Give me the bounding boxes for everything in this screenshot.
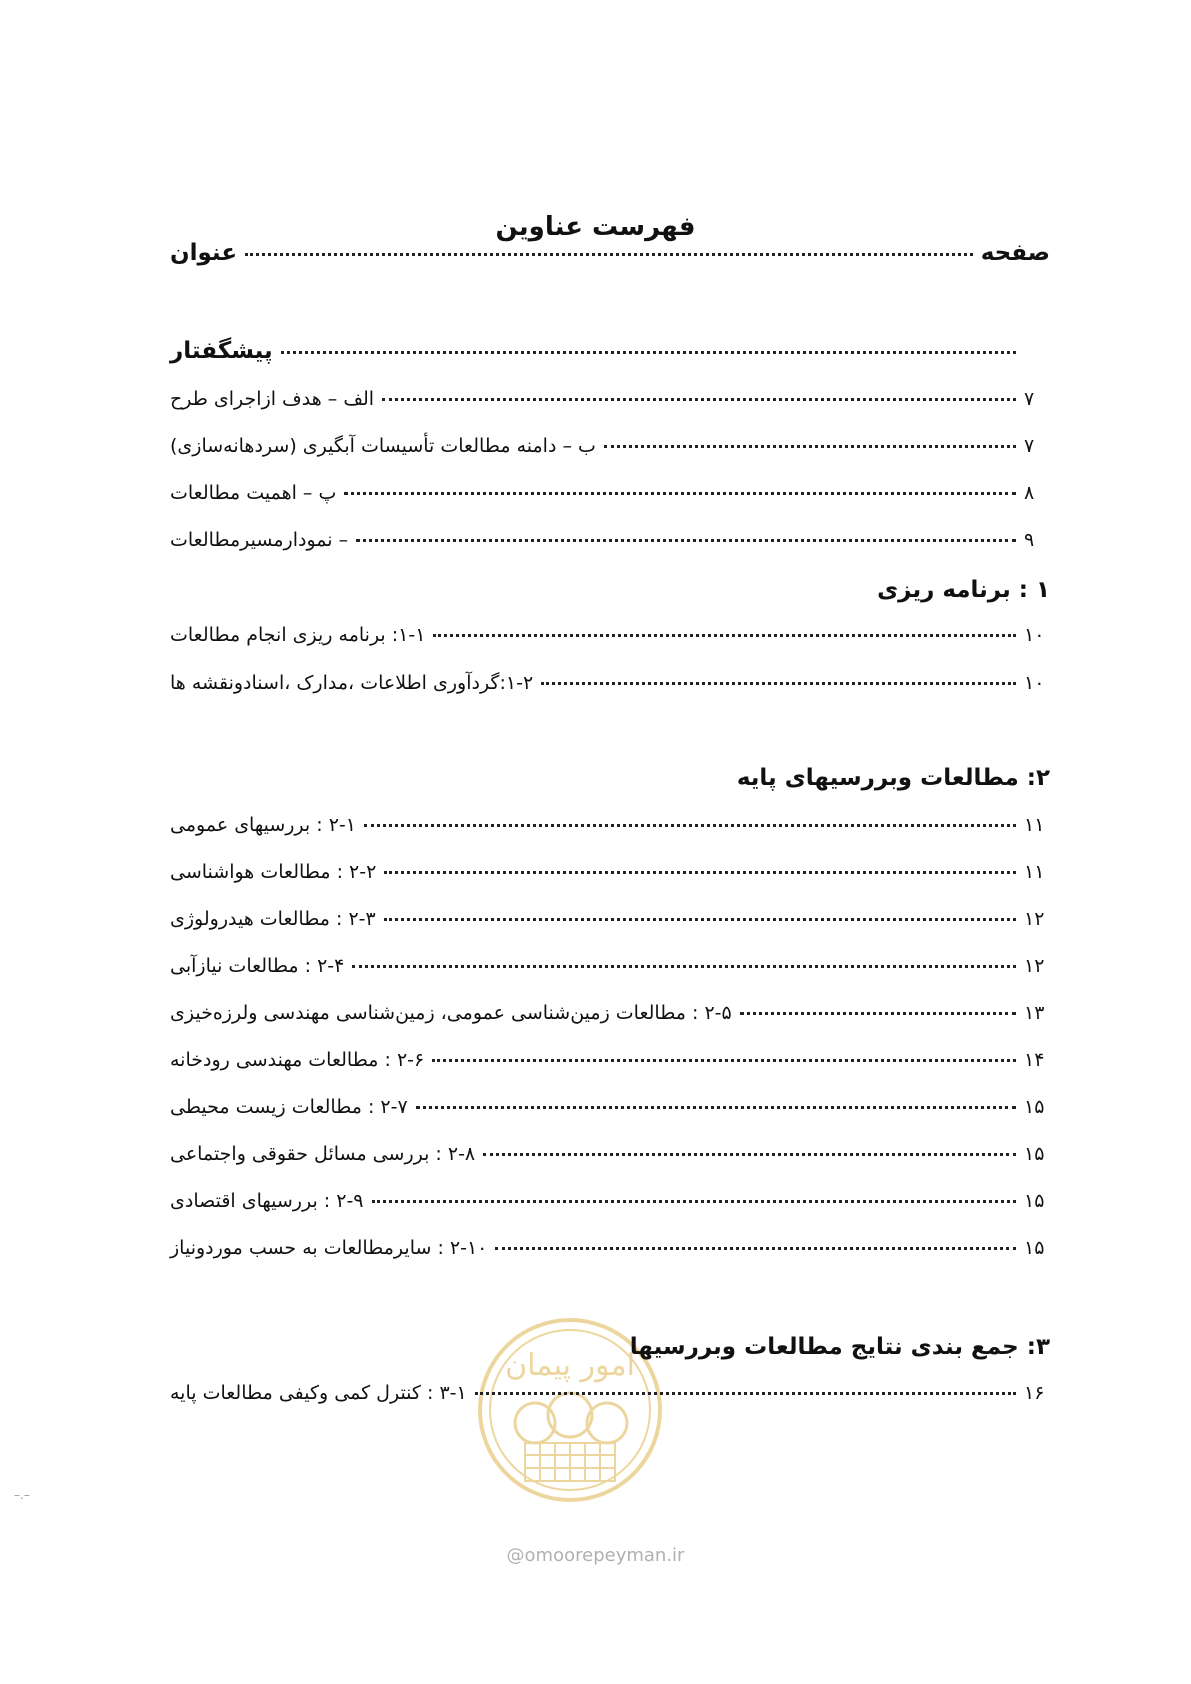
toc-entry: [170, 861, 1050, 901]
toc-entry: [170, 435, 1050, 475]
toc-entry-label: ۳-۱ : کنترل کمی وکیفی مطالعات پایه: [170, 1382, 467, 1404]
toc-entry-label: پ – اهمیت مطالعات: [170, 482, 337, 504]
dot-leader: [356, 539, 1016, 542]
toc-entry: [170, 1002, 1050, 1042]
toc-entry-page: ۱۲: [1024, 955, 1045, 977]
toc-entry-label: ب – دامنه مطالعات تأسیسات آبگیری (سردهانه‌سازی): [170, 435, 596, 457]
toc-header-page: صفحه: [980, 240, 1050, 266]
dot-leader: [495, 1247, 1016, 1250]
chapter-2-title: ۲: مطالعات وبررسیهای پایه: [736, 765, 1050, 791]
toc-entry: [170, 814, 1050, 854]
dot-leader: [604, 445, 1016, 448]
toc-entry-page: ۷: [1024, 435, 1035, 457]
toc-entry-page: ۱۶: [1024, 1382, 1045, 1404]
scan-edge-mark: –.–: [14, 1488, 30, 1502]
toc-entry-page: ۹: [1024, 529, 1035, 551]
toc-entry-label: ۲-۳ : مطالعات هیدرولوژی: [170, 908, 376, 930]
preface-title: پیشگفتار: [170, 338, 273, 364]
dot-leader: [245, 253, 973, 256]
toc-entry-page: ۱۱: [1024, 814, 1045, 836]
dot-leader: [384, 871, 1016, 874]
toc-entry-page: ۱۵: [1024, 1237, 1045, 1259]
toc-entry-page: ۱۲: [1024, 908, 1045, 930]
toc-entry-page: ۱۳: [1024, 1002, 1045, 1024]
toc-entry-label: ۱-۱: برنامه ریزی انجام مطالعات: [170, 624, 426, 646]
toc-entry-page: ۱۴: [1024, 1049, 1045, 1071]
toc-entry-label: الف – هدف ازاجرای طرح: [170, 388, 375, 410]
watermark-url: @omoorepeyman.ir: [506, 1545, 685, 1566]
dot-leader: [483, 1153, 1016, 1156]
toc-entry-label: ۲-۶ : مطالعات مهندسی رودخانه: [170, 1049, 425, 1071]
dot-leader: [344, 492, 1016, 495]
toc-entry-label: – نمودارمسیرمطالعات: [170, 529, 349, 551]
toc-entry-page: ۱۵: [1024, 1190, 1045, 1212]
toc-entry: [170, 529, 1050, 569]
toc-entry: [170, 388, 1050, 428]
toc-header-row: [170, 240, 1050, 280]
dot-leader: [541, 682, 1016, 685]
watermark-text: امور پیمان: [505, 1348, 635, 1383]
dot-leader: [352, 965, 1016, 968]
toc-entry-page: ۸: [1024, 482, 1035, 504]
dot-leader: [433, 634, 1016, 637]
toc-entry: [170, 1096, 1050, 1136]
dot-leader: [364, 824, 1016, 827]
toc-entry-label: ۲-۹ : بررسیهای اقتصادی: [170, 1190, 364, 1212]
dot-leader: [382, 398, 1016, 401]
toc-entry-page: ۱۰: [1024, 672, 1045, 694]
toc-entry: [170, 482, 1050, 522]
toc-entry-label: ۲-۲ : مطالعات هواشناسی: [170, 861, 377, 883]
dot-leader: [281, 351, 1016, 354]
toc-entry-label: ۲-۱ : بررسیهای عمومی: [170, 814, 356, 836]
toc-entry: [170, 1143, 1050, 1183]
dot-leader: [416, 1106, 1016, 1109]
toc-header-title: عنوان: [170, 240, 238, 266]
dot-leader: [372, 1200, 1016, 1203]
dot-leader: [432, 1059, 1016, 1062]
toc-entry-page: ۱۵: [1024, 1096, 1045, 1118]
dot-leader: [384, 918, 1016, 921]
toc-entry-label: ۲-۱۰ : سایرمطالعات به حسب موردونیاز: [170, 1237, 488, 1259]
dot-leader: [740, 1012, 1016, 1015]
toc-entry: [170, 672, 1050, 712]
toc-entry: [170, 624, 1050, 664]
toc-entry-label: ۲-۸ : بررسی مسائل حقوقی واجتماعی: [170, 1143, 476, 1165]
toc-entry: [170, 908, 1050, 948]
toc-entry-label: ۲-۷ : مطالعات زیست محیطی: [170, 1096, 408, 1118]
preface-heading: [170, 338, 1050, 378]
toc-entry-page: ۱۱: [1024, 861, 1045, 883]
toc-entry: [170, 1049, 1050, 1089]
toc-entry: [170, 955, 1050, 995]
toc-entry-label: ۲-۴ : مطالعات نیازآبی: [170, 955, 345, 977]
chapter-1-title: ۱ : برنامه ریزی: [877, 577, 1050, 603]
toc-entry-page: ۷: [1024, 388, 1035, 410]
chapter-3-title: ۳: جمع بندی نتایج مطالعات وبررسیها: [629, 1334, 1050, 1360]
toc-entry: [170, 1237, 1050, 1277]
toc-entry-page: ۱۰: [1024, 624, 1045, 646]
dot-leader: [475, 1392, 1016, 1395]
toc-entry-page: ۱۵: [1024, 1143, 1045, 1165]
toc-entry-label: ۱-۲:گردآوری اطلاعات ،مدارک ،اسنادونقشه ها: [170, 672, 534, 694]
toc-entry: [170, 1382, 1050, 1422]
toc-entry-label: ۲-۵ : مطالعات زمین‌شناسی عمومی، زمین‌شناسی مهندسی ولرزه‌خیزی: [170, 1002, 732, 1024]
toc-entry: [170, 1190, 1050, 1230]
page-title: فهرست عناوین: [495, 212, 696, 242]
